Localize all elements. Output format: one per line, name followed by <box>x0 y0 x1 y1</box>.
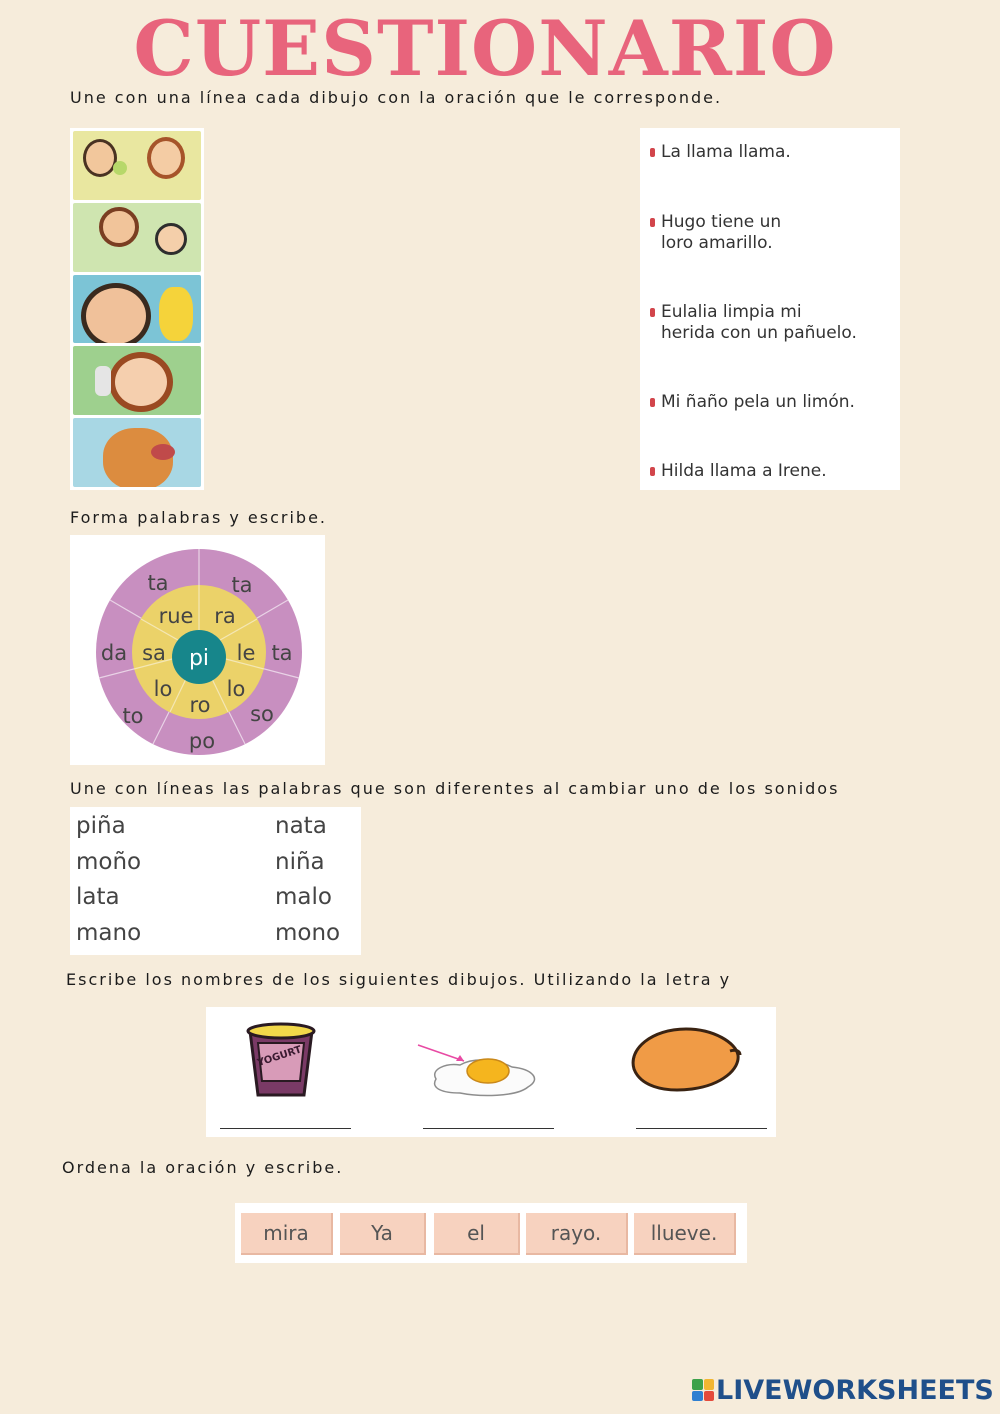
outer-syllable: da <box>100 641 128 665</box>
yogurt-cup-icon <box>244 1021 318 1099</box>
inner-syllable: rue <box>158 604 194 628</box>
inner-syllable: ro <box>189 693 211 717</box>
inner-syllable: le <box>236 641 256 665</box>
wheel-center-syllable: pi <box>188 646 210 671</box>
sentence-item[interactable]: Hugo tiene un loro amarillo. <box>650 212 781 254</box>
left-word[interactable]: mano <box>76 920 142 946</box>
bullet-icon <box>650 467 655 476</box>
logo-text: LIVEWORKSHEETS <box>716 1374 994 1406</box>
bullet-icon <box>650 398 655 407</box>
right-word[interactable]: niña <box>275 849 325 875</box>
left-word[interactable]: moño <box>76 849 142 875</box>
word-tile[interactable]: el <box>434 1213 520 1255</box>
inner-syllable: ra <box>214 604 236 628</box>
answer-line-egg[interactable] <box>423 1128 554 1129</box>
right-word[interactable]: mono <box>275 920 341 946</box>
syllable-wheel-graphic <box>70 535 325 765</box>
picture-children-lemon[interactable] <box>73 131 201 200</box>
sentence-list <box>640 128 900 490</box>
inner-syllable: lo <box>226 677 246 701</box>
left-word[interactable]: piña <box>76 813 126 839</box>
picture-boy-parrot[interactable] <box>73 275 201 344</box>
section4-instruction: Escribe los nombres de los siguientes dibujos. Utilizando la letra y <box>66 970 732 989</box>
left-word[interactable]: lata <box>76 884 120 910</box>
yogurt-label: YOGURT <box>256 1044 304 1070</box>
outer-syllable: ta <box>231 573 253 597</box>
mango-icon <box>628 1025 742 1095</box>
answer-line-yogurt[interactable] <box>220 1128 351 1129</box>
section1-instruction: Une con una línea cada dibujo con la oración que le corresponde. <box>70 88 723 107</box>
picture-naming-box <box>206 1007 776 1137</box>
word-match-box <box>70 807 361 955</box>
bullet-icon <box>650 218 655 227</box>
sentence-item[interactable]: Mi ñaño pela un limón. <box>650 392 855 413</box>
inner-syllable: lo <box>153 677 173 701</box>
word-tile[interactable]: rayo. <box>526 1213 628 1255</box>
bullet-icon <box>650 308 655 317</box>
answer-line-mango[interactable] <box>636 1128 767 1129</box>
outer-syllable: to <box>122 704 144 728</box>
sentence-item[interactable]: La llama llama. <box>650 142 791 163</box>
outer-syllable: ta <box>147 571 169 595</box>
word-tile[interactable]: llueve. <box>634 1213 736 1255</box>
sentence-item[interactable]: Eulalia limpia mi herida con un pañuelo. <box>650 302 857 344</box>
section2-instruction: Forma palabras y escribe. <box>70 508 328 527</box>
right-word[interactable]: malo <box>275 884 332 910</box>
outer-syllable: so <box>250 702 274 726</box>
liveworksheets-logo <box>692 1374 994 1406</box>
bullet-icon <box>650 148 655 157</box>
section5-instruction: Ordena la oración y escribe. <box>62 1158 344 1177</box>
liveworksheets-mark-icon <box>692 1379 714 1401</box>
inner-syllable: sa <box>142 641 166 665</box>
syllable-wheel <box>70 535 325 765</box>
picture-girl-phone[interactable] <box>73 346 201 415</box>
word-tile[interactable]: mira <box>241 1213 333 1255</box>
sentence-item[interactable]: Hilda llama a Irene. <box>650 461 827 482</box>
section3-instruction: Une con líneas las palabras que son diferentes al cambiar uno de los sonidos <box>70 779 840 798</box>
picture-llama[interactable] <box>73 418 201 487</box>
word-tile[interactable]: Ya <box>340 1213 426 1255</box>
picture-strip <box>70 128 204 490</box>
fried-egg-icon <box>416 1041 542 1101</box>
right-word[interactable]: nata <box>275 813 327 839</box>
picture-woman-bandage[interactable] <box>73 203 201 272</box>
word-tiles-box <box>235 1203 747 1263</box>
worksheet-title: CUESTIONARIO <box>133 4 837 93</box>
outer-syllable: ta <box>271 641 293 665</box>
outer-syllable: po <box>188 729 216 753</box>
